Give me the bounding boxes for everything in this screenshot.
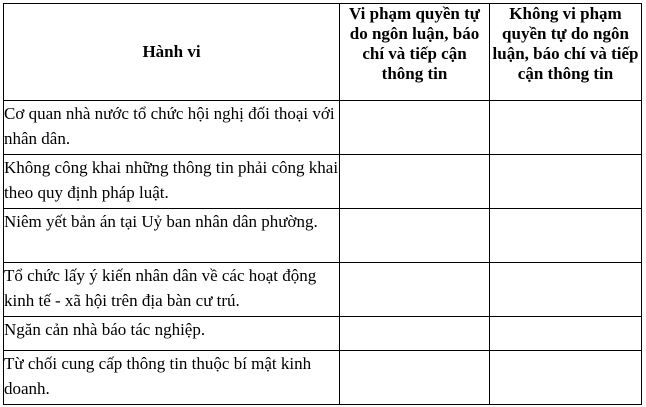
table-row [4, 317, 642, 351]
no-violation-cell[interactable] [490, 317, 642, 351]
behavior-cell: Niêm yết bản án tại Uỷ ban nhân dân phường. [4, 209, 340, 263]
header-violation: Vi phạm quyền tự do ngôn luận, báo chí và tiếp cận thông tin [340, 4, 490, 101]
table-row [4, 263, 642, 317]
no-violation-cell[interactable] [490, 351, 642, 405]
table-header-row [4, 4, 642, 101]
behavior-cell: Cơ quan nhà nước tổ chức hội nghị đối thoại với nhân dân. [4, 101, 340, 155]
no-violation-cell[interactable] [490, 263, 642, 317]
header-no-violation: Không vi phạm quyền tự do ngôn luận, báo chí và tiếp cận thông tin [490, 4, 642, 101]
violation-cell[interactable] [340, 101, 490, 155]
behavior-cell: Không công khai những thông tin phải công khai theo quy định pháp luật. [4, 155, 340, 209]
behavior-classification-table [3, 3, 642, 405]
table-row [4, 101, 642, 155]
table-row [4, 351, 642, 405]
no-violation-cell[interactable] [490, 101, 642, 155]
violation-cell[interactable] [340, 317, 490, 351]
behavior-cell: Tổ chức lấy ý kiến nhân dân về các hoạt động kinh tế - xã hội trên địa bàn cư trú. [4, 263, 340, 317]
violation-cell[interactable] [340, 209, 490, 263]
header-behavior: Hành vi [4, 4, 340, 101]
no-violation-cell[interactable] [490, 209, 642, 263]
violation-cell[interactable] [340, 351, 490, 405]
behavior-cell: Ngăn cản nhà báo tác nghiệp. [4, 317, 340, 351]
table-row [4, 209, 642, 263]
no-violation-cell[interactable] [490, 155, 642, 209]
table-row [4, 155, 642, 209]
violation-cell[interactable] [340, 155, 490, 209]
behavior-cell: Từ chối cung cấp thông tin thuộc bí mật kinh doanh. [4, 351, 340, 405]
violation-cell[interactable] [340, 263, 490, 317]
